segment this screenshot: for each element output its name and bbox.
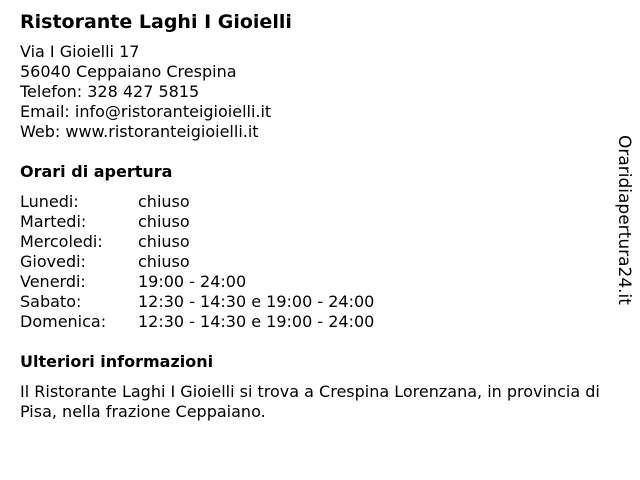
hours-time: chiuso bbox=[138, 192, 190, 211]
hours-row bbox=[20, 272, 610, 292]
business-card bbox=[20, 10, 610, 422]
email-line[interactable]: Email: info@ristoranteigioielli.it bbox=[20, 102, 272, 121]
hours-row bbox=[20, 312, 610, 332]
more-info-text: Il Ristorante Laghi I Gioielli si trova a Crespina Lorenzana, in provincia di Pisa, nella frazione Ceppaiano. bbox=[20, 382, 600, 421]
hours-day: Lunedi: bbox=[20, 192, 79, 211]
opening-hours-heading: Orari di apertura bbox=[20, 162, 173, 181]
hours-day: Giovedi: bbox=[20, 252, 86, 271]
more-info-heading: Ulteriori informazioni bbox=[20, 352, 214, 371]
address-line-1: Via I Gioielli 17 bbox=[20, 42, 140, 61]
hours-row bbox=[20, 212, 610, 232]
phone-line[interactable]: Telefon: 328 427 5815 bbox=[20, 82, 200, 101]
hours-time: chiuso bbox=[138, 212, 190, 231]
hours-time: 12:30 - 14:30 e 19:00 - 24:00 bbox=[138, 292, 375, 311]
hours-row bbox=[20, 192, 610, 212]
hours-day: Domenica: bbox=[20, 312, 107, 331]
address-line-2: 56040 Ceppaiano Crespina bbox=[20, 62, 237, 81]
hours-row bbox=[20, 292, 610, 312]
site-watermark-label: Oraridiapertura24.it bbox=[614, 135, 634, 305]
contact-block bbox=[20, 42, 610, 142]
hours-day: Venerdi: bbox=[20, 272, 86, 291]
business-name: Ristorante Laghi I Gioielli bbox=[20, 11, 292, 33]
website-line[interactable]: Web: www.ristoranteigioielli.it bbox=[20, 122, 259, 141]
hours-time: chiuso bbox=[138, 252, 190, 271]
hours-row bbox=[20, 252, 610, 272]
opening-hours-list bbox=[20, 192, 610, 332]
hours-time: chiuso bbox=[138, 232, 190, 251]
hours-time: 12:30 - 14:30 e 19:00 - 24:00 bbox=[138, 312, 375, 331]
hours-day: Mercoledi: bbox=[20, 232, 103, 251]
hours-time: 19:00 - 24:00 bbox=[138, 272, 247, 291]
hours-day: Martedi: bbox=[20, 212, 87, 231]
hours-row bbox=[20, 232, 610, 252]
hours-day: Sabato: bbox=[20, 292, 82, 311]
